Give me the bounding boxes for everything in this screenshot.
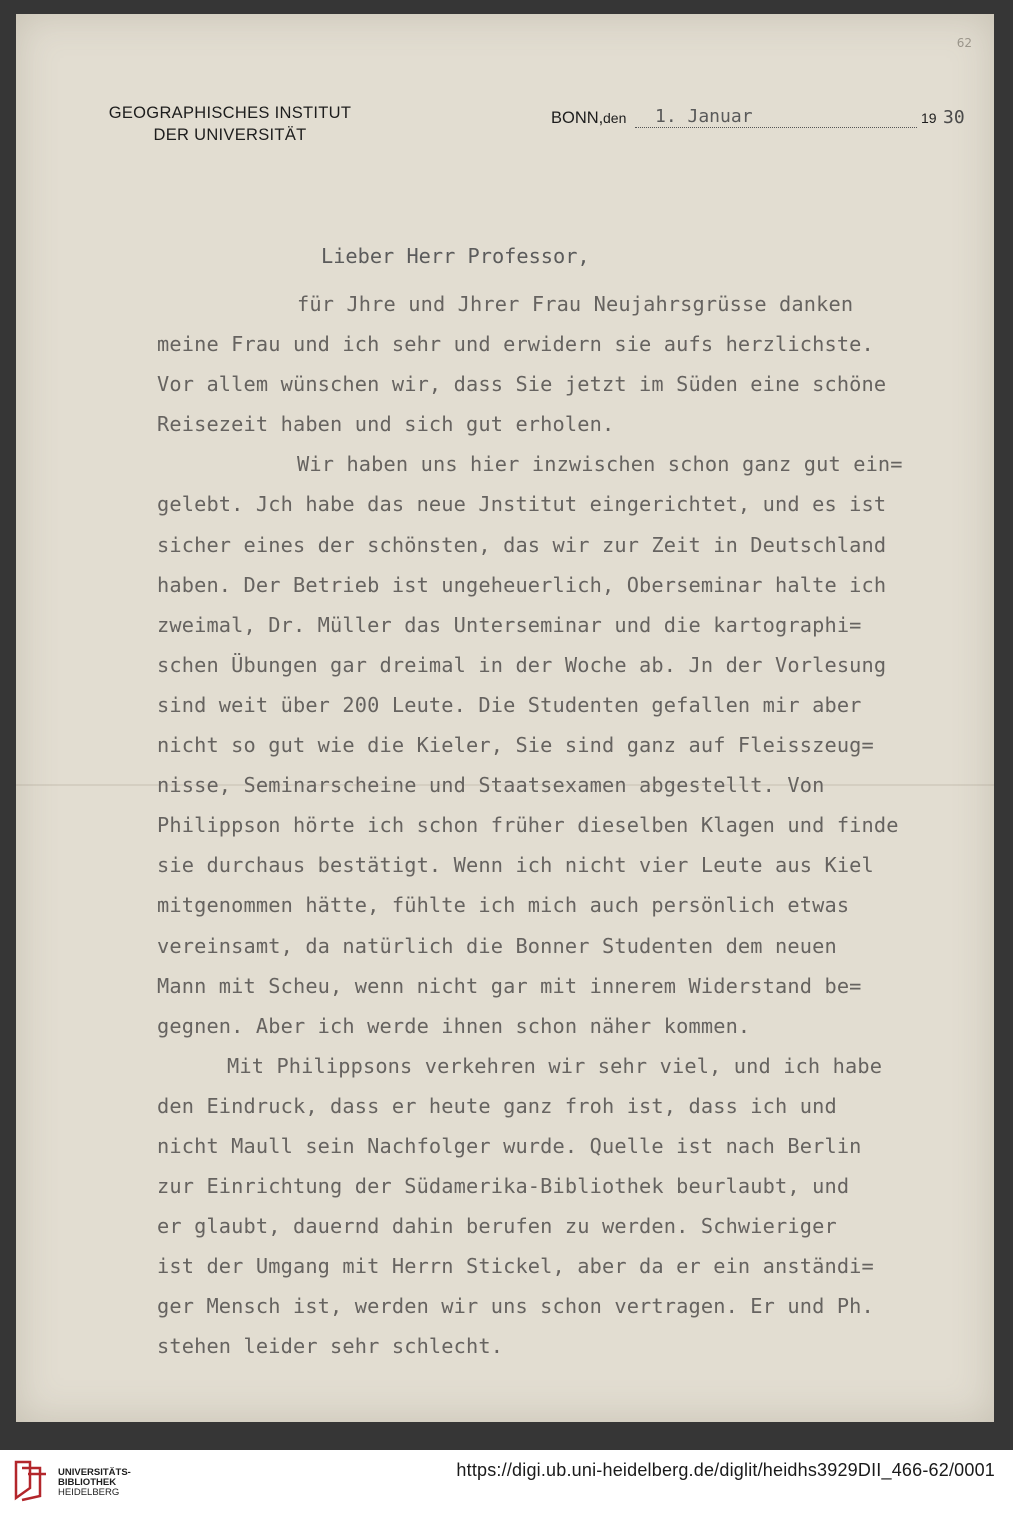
body-line: Vor allem wünschen wir, dass Sie jetzt im Süden eine schöne [157, 372, 887, 397]
letterhead [80, 102, 380, 146]
body-line: ist der Umgang mit Herrn Stickel, aber da er ein anständi= [157, 1254, 874, 1279]
body-line: Mann mit Scheu, wenn nicht gar mit innerem Widerstand be= [157, 973, 862, 998]
body-line: Mit Philippsons verkehren wir sehr viel, und ich habe [227, 1053, 883, 1078]
page-marker: 62 [956, 36, 972, 50]
body-line: zur Einrichtung der Südamerika-Bibliothek beurlaubt, und [157, 1174, 850, 1199]
body-line: nisse, Seminarscheine und Staatsexamen abgestellt. Von [157, 773, 825, 798]
library-logo-icon [12, 1458, 48, 1502]
body-line: haben. Der Betrieb ist ungeheuerlich, Oberseminar halte ich [157, 572, 887, 597]
body-line: den Eindruck, dass er heute ganz froh ist, dass ich und [157, 1093, 837, 1118]
body-line: meine Frau und ich sehr und erwidern sie aufs herzlichste. [157, 332, 874, 357]
letterhead-line-2: DER UNIVERSITÄT [153, 126, 307, 144]
body-line: stehen leider sehr schlecht. [157, 1334, 504, 1359]
dateline-city: BONN, [551, 109, 604, 127]
body-line: für Jhre und Jhrer Frau Neujahrsgrüsse danken [297, 292, 854, 316]
body-line: gegnen. Aber ich werde ihnen schon näher kommen. [157, 1013, 751, 1038]
body-line: Wir haben uns hier inzwischen schon ganz gut ein= [297, 452, 903, 477]
body-line: zweimal, Dr. Müller das Unterseminar und die kartographi= [157, 612, 862, 637]
permalink-url[interactable]: https://digi.ub.uni-heidelberg.de/diglit/heidhs3929DII_466-62/0001 [456, 1460, 995, 1480]
viewer-footer [0, 1450, 1013, 1522]
library-name-line-3: HEIDELBERG [58, 1487, 120, 1498]
letterhead-line-1: GEOGRAPHISCHES INSTITUT [108, 104, 352, 122]
dateline-dotted-rule [635, 127, 917, 128]
body-line: er glaubt, dauernd dahin berufen zu werden. Schwieriger [157, 1214, 837, 1239]
dateline-date: 1. Januar [655, 106, 753, 127]
dateline-den: den [603, 110, 627, 126]
body-line: nicht so gut wie die Kieler, Sie sind ganz auf Fleisszeug= [157, 733, 874, 758]
library-name-line-1: UNIVERSITÄTS- [58, 1467, 131, 1478]
body-line: mitgenommen hätte, fühlte ich mich auch persönlich etwas [157, 893, 850, 918]
body-line: Reisezeit haben und sich gut erholen. [157, 412, 615, 437]
letter-body [157, 284, 987, 1367]
body-line: nicht Maull sein Nachfolger wurde. Quelle ist nach Berlin [157, 1133, 862, 1158]
dateline [551, 106, 971, 135]
dateline-year: 30 [943, 107, 965, 128]
body-line: ger Mensch ist, werden wir uns schon vertragen. Er und Ph. [157, 1294, 874, 1319]
body-line: vereinsamt, da natürlich die Bonner Studenten dem neuen [157, 933, 837, 958]
body-line: Philippson hörte ich schon früher dieselben Klagen und finde [157, 813, 899, 838]
salutation: Lieber Herr Professor, [321, 244, 590, 268]
body-line: sie durchaus bestätigt. Wenn ich nicht vier Leute aus Kiel [157, 853, 874, 878]
body-line: sind weit über 200 Leute. Die Studenten gefallen mir aber [157, 692, 862, 717]
library-name [58, 1468, 131, 1498]
body-line: gelebt. Jch habe das neue Jnstitut eingerichtet, und es ist [157, 492, 887, 517]
body-line: sicher eines der schönsten, das wir zur Zeit in Deutschland [157, 532, 887, 557]
library-name-line-2: BIBLIOTHEK [58, 1477, 117, 1488]
body-line: schen Übungen gar dreimal in der Woche ab. Jn der Vorlesung [157, 652, 887, 677]
dateline-century: 19 [921, 110, 937, 126]
